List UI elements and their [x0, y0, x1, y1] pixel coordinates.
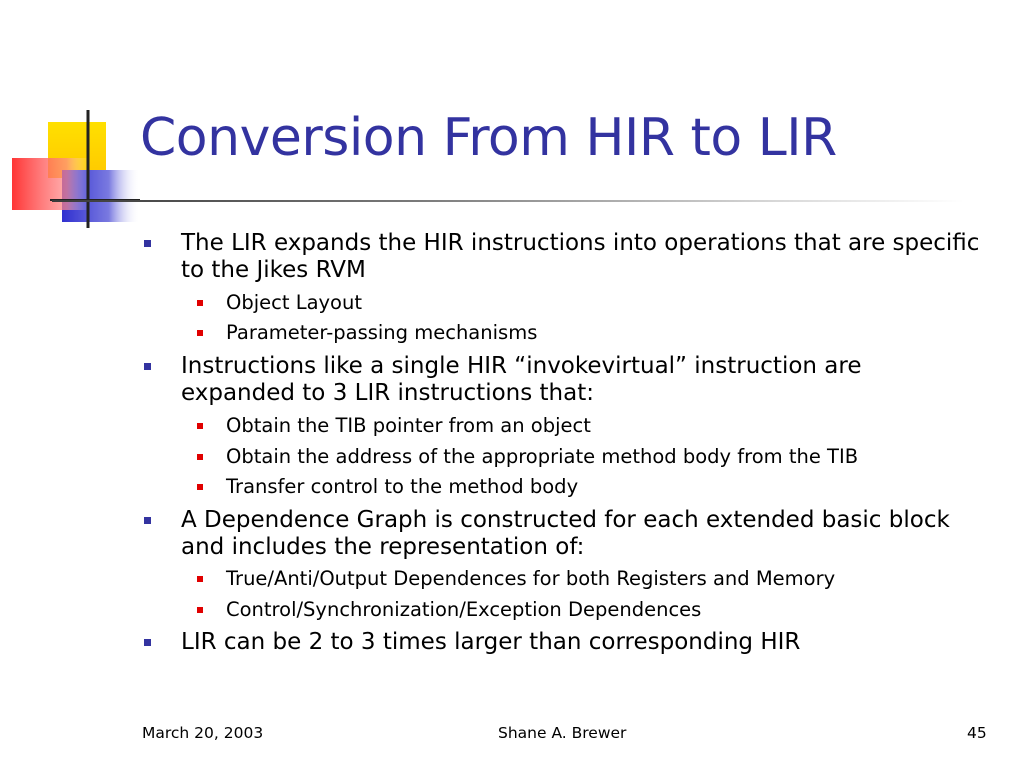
sub-bullet-text: Object Layout	[226, 291, 362, 314]
footer-page-number: 45	[967, 724, 987, 742]
sub-bullet-text: Transfer control to the method body	[226, 475, 579, 498]
bullet-3-text: A Dependence Graph is constructed for each extended basic block and includes the representation of:	[181, 507, 950, 560]
sub-bullet-text: Control/Synchronization/Exception Dependences	[226, 598, 702, 621]
sub-bullet-2-2	[226, 445, 1006, 469]
bullet-3	[181, 507, 981, 561]
sub-bullet-1-1	[226, 291, 1006, 315]
sub-bullet-text: True/Anti/Output Dependences for both Registers and Memory	[226, 567, 836, 590]
bullet-2-text: Instructions like a single HIR “invokevirtual” instruction are expanded to 3 LIR instructions that:	[181, 353, 862, 406]
sub-bullet-text: Obtain the address of the appropriate method body from the TIB	[226, 445, 859, 468]
sub-bullet-text: Obtain the TIB pointer from an object	[226, 414, 591, 437]
bullet-1-text: The LIR expands the HIR instructions into operations that are specific to the Jikes RVM	[181, 230, 980, 283]
square-bullet-icon	[197, 484, 203, 490]
sub-bullet-2-1	[226, 414, 1006, 438]
sub-bullet-text: Parameter-passing mechanisms	[226, 321, 538, 344]
bullet-2	[181, 353, 981, 407]
sub-bullet-1-2	[226, 321, 1006, 345]
square-bullet-icon	[197, 423, 203, 429]
bullet-1	[181, 230, 981, 284]
footer-date: March 20, 2003	[142, 724, 264, 742]
square-bullet-icon	[197, 607, 203, 613]
sub-bullet-3-2	[226, 598, 1006, 622]
square-bullet-icon	[144, 363, 151, 370]
page-title: Conversion From HIR to LIR	[140, 108, 837, 168]
bullet-4-text: LIR can be 2 to 3 times larger than corresponding HIR	[181, 629, 801, 655]
sub-bullet-2-3	[226, 475, 1006, 499]
footer-author: Shane A. Brewer	[498, 724, 627, 742]
square-bullet-icon	[197, 330, 203, 336]
square-bullet-icon	[144, 240, 151, 247]
square-bullet-icon	[197, 576, 203, 582]
bullet-4	[181, 629, 981, 656]
square-bullet-icon	[144, 517, 151, 524]
square-bullet-icon	[144, 639, 151, 646]
square-bullet-icon	[197, 454, 203, 460]
sub-bullet-3-1	[226, 567, 1006, 591]
square-bullet-icon	[197, 300, 203, 306]
